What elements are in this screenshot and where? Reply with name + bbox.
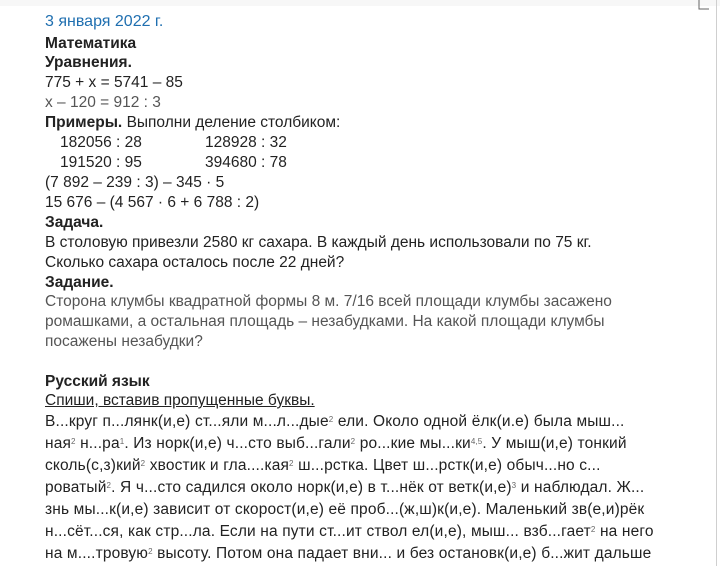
examples-line: [45, 113, 340, 133]
assignment-line: посажены незабудки?: [45, 333, 203, 350]
equation-1: 775 + x = 5741 – 85: [45, 74, 183, 91]
text-line: знь мы...к(и,е) зависит от скорост(и,е) её проб...(ж,ш)к(и,е). Маленький зв(е,и)рёк: [45, 501, 645, 518]
task-title: Задача.: [45, 214, 104, 231]
page-edge-line: [716, 0, 717, 566]
equation-2: x – 120 = 912 : 3: [45, 94, 161, 111]
text-line: на м....тровую$^2$ высоту. Потом она падает вни... и без остановк(и,е) б...жит дальше: [45, 545, 652, 562]
examples-label: Примеры.: [45, 114, 123, 131]
division-2: 128928 : 32: [205, 134, 287, 151]
assignment-line: ромашками, а остальная площадь – незабудками. На какой площади клумбы: [45, 313, 605, 330]
task-line: В столовую привезли 2580 кг сахара. В каждый день использовали по 75 кг.: [45, 234, 592, 251]
text-line: роватый$^2$. Я ч...сто садился около норк(и,е) в т...нёк от $ветк(и,е)^3$ и наблюдал. Ж...: [45, 479, 645, 496]
assignment-line: Сторона клумбы квадратной формы 8 м. 7/16 всей площади клумбы засажено: [45, 293, 612, 310]
equations-title: Уравнения.: [45, 54, 132, 71]
math-title: Математика: [45, 35, 137, 52]
date-heading: 3 января 2022 г.: [45, 13, 164, 30]
text-line: ная$^2$ $н...ра^1$. Из норк(и,е) ч...сто выб...гали$^2$ ро...кие мы...ки$^{4,5}$. У мыш(и,е) тонкий: [45, 435, 627, 452]
task-line: Сколько сахара осталось после 22 дней?: [45, 254, 345, 271]
examples-text: Выполни деление столбиком:: [126, 114, 341, 131]
top-toolbar-strip: [0, 0, 720, 6]
assignment-title: Задание.: [45, 274, 114, 291]
text-line: н...сёт...ся, как стр...ла. Если на пути ст...ит ствол ел(и,е), мыш... взб...гает$^2$ на него: [45, 523, 654, 540]
expression-1: (7 892 – 239 : 3) – 345 · 5: [45, 174, 225, 191]
division-3: 191520 : 95: [60, 154, 142, 171]
text-line: В...круг п...лянк(и,е) ст...яли м...л...дые$^2$ ели. Около одной ёлк(и.е) была мыш...: [45, 413, 625, 430]
division-4: 394680 : 78: [205, 154, 287, 171]
division-1: 182056 : 28: [60, 134, 142, 151]
page-corner-icon: [698, 0, 710, 10]
russian-title: Русский язык: [45, 373, 150, 390]
expression-2: 15 676 – (4 567 · 6 + 6 788 : 2): [45, 194, 260, 211]
russian-instruction: Спиши, вставив пропущенные буквы.: [45, 392, 315, 409]
text-line: сколь(с,з)кий$^2$ хвостик и гла....кая$^2$ ш...рстка. Цвет ш...рстк(и,е) обыч...но с...: [45, 457, 601, 474]
